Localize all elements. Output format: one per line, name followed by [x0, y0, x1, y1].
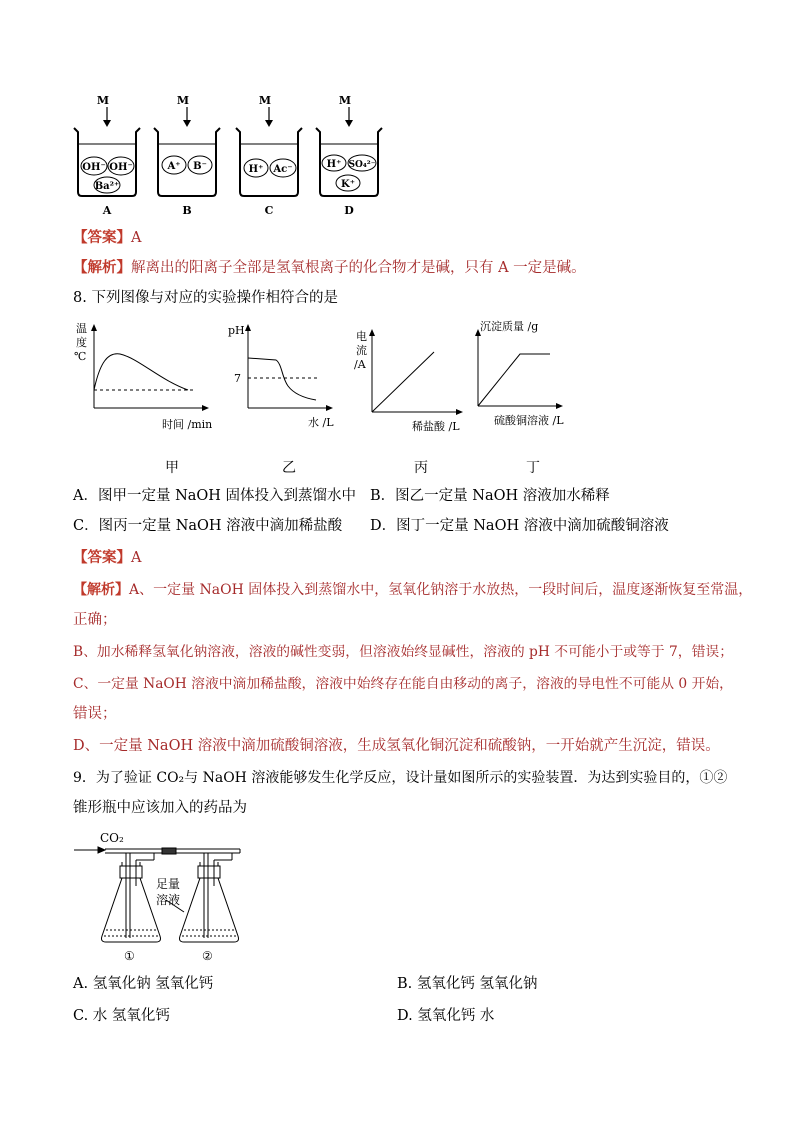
beaker-c-arrow-label: M	[258, 94, 272, 107]
beaker-c-letter: C	[264, 204, 274, 217]
graph-yi	[228, 324, 334, 429]
q8-analysis-line-1b: 正确；	[73, 612, 117, 628]
ding-xlabel: 硫酸铜溶液 /L	[494, 414, 564, 427]
jia-ylabel-3: ℃	[74, 350, 87, 363]
yi-xlabel: 水 /L	[308, 416, 334, 429]
q8-option-a: A．图甲一定量 NaOH 固体投入到蒸馏水中	[73, 488, 357, 504]
gas-label: CO₂	[100, 831, 124, 845]
q8-analysis-line-2: B、加水稀释氢氧化钠溶液，溶液的碱性变弱，但溶液始终显碱性，溶液的 pH 不可能小于或等于 7，错误；	[73, 644, 733, 660]
ion-d3: K⁺	[341, 179, 355, 190]
q8-stem: 8. 下列图像与对应的实验操作相符合的是	[73, 290, 338, 306]
q9-apparatus	[70, 826, 270, 966]
beaker-a-letter: A	[102, 204, 112, 217]
jia-ylabel-1: 温	[76, 322, 87, 335]
graph-jia	[74, 322, 212, 431]
ion-a1: OH⁻	[82, 162, 106, 173]
caption-jia: 甲	[165, 460, 179, 476]
ion-a3: Ba²⁺	[94, 181, 120, 192]
beaker-b-arrow-label: M	[176, 94, 190, 107]
q8-analysis-line-3: C、一定量 NaOH 溶液中滴加稀盐酸，溶液中始终存在能自由移动的离子，溶液的导电性不可能从 0 开始，	[73, 676, 733, 692]
beaker-d-arrow-label: M	[338, 94, 352, 107]
jia-xlabel: 时间 /min	[162, 418, 213, 431]
q8-analysis-line-4: D、一定量 NaOH 溶液中滴加硫酸铜溶液，生成氢氧化铜沉淀和硫酸钠，一开始就产生沉淀，错误。	[73, 738, 720, 754]
answer-value: A	[131, 230, 142, 246]
q9-option-b: B. 氢氧化钙 氢氧化钠	[397, 976, 538, 992]
yi-ylabel: pH	[228, 324, 245, 337]
q7-answer	[73, 228, 141, 248]
q8-analysis-line-1	[73, 580, 752, 600]
ion-c1: H⁺	[248, 164, 264, 175]
ding-ylabel: 沉淀质量 /g	[480, 320, 539, 333]
q8-option-b: B．图乙一定量 NaOH 溶液加水稀释	[370, 488, 610, 504]
flask-2-label: ②	[202, 949, 213, 963]
answer-value: A	[131, 550, 142, 566]
ion-b2: B⁻	[193, 161, 207, 172]
q7-analysis	[73, 258, 586, 278]
analysis-tag: 【解析】	[73, 259, 131, 276]
answer-tag: 【答案】	[73, 549, 131, 566]
graph-ding	[475, 319, 564, 427]
beaker-d-letter: D	[344, 204, 354, 217]
q9-stem-line-1: 9．为了验证 CO₂与 NaOH 溶液能够发生化学反应，设计量如图所示的实验装置．为达到实验目的，①②	[73, 770, 728, 786]
q9-option-c: C. 水 氢氧化钙	[73, 1008, 170, 1024]
q8-answer	[73, 548, 141, 568]
q8-option-c: C．图丙一定量 NaOH 溶液中滴加稀盐酸	[73, 518, 343, 534]
ion-b1: A⁺	[167, 161, 181, 172]
beaker-b	[154, 94, 220, 217]
caption-bing: 丙	[414, 460, 428, 476]
analysis-tag: 【解析】	[73, 582, 129, 598]
bing-xlabel: 稀盐酸 /L	[412, 420, 460, 433]
label-solution: 溶液	[156, 893, 181, 907]
beaker-a	[74, 94, 140, 217]
analysis-text: 解离出的阳离子全部是氢氧根离子的化合物才是碱，只有 A 一定是碱。	[131, 260, 586, 276]
label-sufficient: 足量	[156, 877, 181, 891]
q9-option-a: A. 氢氧化钠 氢氧化钙	[73, 976, 214, 992]
ion-d1: H⁺	[326, 159, 342, 170]
yi-mark: 7	[234, 372, 241, 385]
analysis-text: A、一定量 NaOH 固体投入到蒸馏水中，氢氧化钠溶于水放热，一段时间后，温度逐渐恢复至常温，	[129, 582, 753, 598]
beaker-figure	[70, 92, 400, 222]
bing-ylabel-2: 流	[356, 344, 367, 357]
q8-option-d: D．图丁一定量 NaOH 溶液中滴加硫酸铜溶液	[370, 518, 669, 534]
bing-ylabel-1: 电	[356, 330, 367, 343]
beaker-d	[316, 94, 382, 217]
beaker-c	[236, 94, 302, 217]
q8-analysis-line-3b: 错误；	[73, 706, 117, 722]
ion-a2: OH⁻	[109, 162, 133, 173]
caption-yi: 乙	[282, 460, 296, 476]
beaker-a-arrow-label: M	[96, 94, 110, 107]
caption-ding: 丁	[526, 460, 540, 476]
answer-tag: 【答案】	[73, 229, 131, 246]
bing-ylabel-3: /A	[354, 358, 366, 371]
jia-ylabel-2: 度	[76, 336, 87, 349]
graph-bing	[354, 329, 463, 433]
q9-stem-line-2: 锥形瓶中应该加入的药品为	[73, 800, 247, 816]
beaker-b-letter: B	[182, 204, 192, 217]
q8-graphs	[70, 312, 590, 482]
ion-c2: Ac⁻	[273, 164, 293, 175]
ion-d2: SO₄²⁻	[348, 160, 376, 170]
flask-1-label: ①	[124, 949, 135, 963]
q9-option-d: D. 氢氧化钙 水	[397, 1008, 495, 1024]
